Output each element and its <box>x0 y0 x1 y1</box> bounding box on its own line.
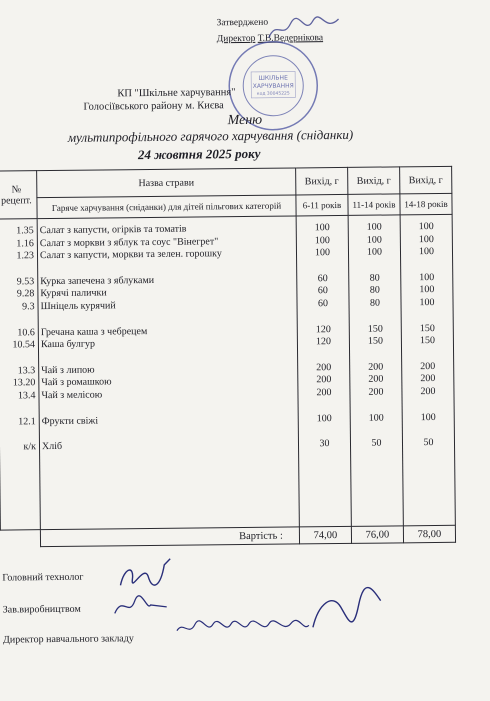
header-output-2: Вихід, г <box>348 167 400 195</box>
recipe-number: 10.54 <box>12 339 36 351</box>
organization-name: КП "Шкільне харчування" <box>117 87 236 100</box>
dish-name: Гречана каша з чебрецем <box>40 325 148 338</box>
age-group-1: 6-11 років <box>296 194 348 216</box>
dish-name: Каша булгур <box>40 338 95 351</box>
total-age-2: 76,00 <box>351 526 403 544</box>
recipe-number: 13.20 <box>12 377 36 389</box>
dish-name: Фрукти свіжі <box>41 415 99 427</box>
portion-grams: 200 <box>368 373 384 386</box>
svg-text:ШКІЛЬНЕ: ШКІЛЬНЕ <box>258 74 288 82</box>
portion-grams: 60 <box>317 272 328 285</box>
recipe-number: 10.6 <box>17 326 35 338</box>
portion-grams: 50 <box>371 437 382 449</box>
age-group-3: 14-18 років <box>400 193 452 215</box>
director-name: Т.В.Ведернікова <box>257 33 324 44</box>
dish-name: Чай з мелісою <box>41 389 103 402</box>
portion-grams: 30 <box>319 438 330 450</box>
portion-grams: 100 <box>418 246 435 258</box>
portion-grams: 150 <box>367 323 383 335</box>
portion-grams: 200 <box>316 387 332 399</box>
header-output-1: Вихід, г <box>296 167 348 195</box>
output-column-2 <box>348 215 403 527</box>
school-director-signature <box>172 582 393 640</box>
header-dish-name: Назва страви <box>37 168 296 198</box>
signature-production-manager: Зав.виробництвом <box>2 603 81 616</box>
total-age-3: 78,00 <box>403 525 455 543</box>
header-output-3: Вихід, г <box>400 166 452 194</box>
portion-grams: 100 <box>314 247 331 259</box>
dish-name: Курячі палички <box>40 287 107 300</box>
header-recipe-number: № рецепт. <box>0 171 37 219</box>
menu-date: 24 жовтня 2025 року <box>137 145 261 163</box>
dish-name: Салат з капусти, огірків та томатів <box>39 223 187 237</box>
portion-grams: 100 <box>314 234 330 246</box>
svg-text:код 30045225: код 30045225 <box>256 91 290 97</box>
portion-grams: 100 <box>419 296 435 309</box>
dish-name: Курка запечена з яблуками <box>40 274 155 287</box>
recipe-number: 9.3 <box>21 301 35 313</box>
dish-name: Хліб <box>41 441 63 453</box>
recipe-number: к/к <box>23 441 37 453</box>
portion-grams: 200 <box>420 360 436 372</box>
portion-grams: 100 <box>419 271 435 283</box>
dish-name: Чай з ромашкою <box>41 376 112 389</box>
menu-subtitle: мультипрофільного гарячого харчування (сніданки) <box>67 126 354 145</box>
portion-grams: 150 <box>419 322 435 334</box>
recipe-number: 1.16 <box>16 237 34 249</box>
portion-grams: 80 <box>369 272 380 284</box>
portion-grams: 200 <box>316 374 332 386</box>
svg-text:ХАРЧУВАННЯ: ХАРЧУВАННЯ <box>252 82 294 90</box>
portion-grams: 100 <box>366 234 382 246</box>
recipe-number: 1.35 <box>16 225 34 237</box>
menu-title: Меню <box>227 112 263 129</box>
menu-table <box>0 166 456 548</box>
director-label: Директор <box>216 33 256 45</box>
table-total-row <box>0 525 455 547</box>
portion-grams: 100 <box>366 246 383 258</box>
recipe-number: 9.53 <box>16 275 35 288</box>
portion-grams: 60 <box>317 285 328 297</box>
dish-name-column <box>37 216 299 530</box>
portion-grams: 50 <box>423 437 434 449</box>
portion-grams: 200 <box>316 361 332 374</box>
dish-name: Салат з капусти, моркви та зелен. горошку <box>39 248 222 262</box>
portion-grams: 100 <box>418 233 434 245</box>
signature-technologist: Головний технолог <box>2 571 84 584</box>
production-manager-signature <box>111 591 171 620</box>
dish-name: Салат з моркви з яблук та соус "Вінегрет" <box>39 235 219 249</box>
portion-grams: 120 <box>315 336 331 348</box>
recipe-number: 1.23 <box>16 250 35 262</box>
portion-grams: 100 <box>419 284 435 296</box>
portion-grams: 120 <box>315 323 331 335</box>
portion-grams: 80 <box>369 297 381 309</box>
output-column-3 <box>400 214 455 526</box>
portion-grams: 100 <box>418 221 434 233</box>
portion-grams: 100 <box>420 411 436 423</box>
portion-grams: 200 <box>368 361 384 373</box>
age-group-2: 11-14 років <box>348 194 400 216</box>
organization-district: Голосіївського району м. Києва <box>83 100 224 113</box>
recipe-number-column <box>0 219 40 530</box>
dish-name: Шніцель курячий <box>40 300 116 313</box>
signature-school-director: Директор навчального закладу <box>2 633 134 646</box>
portion-grams: 80 <box>369 284 380 297</box>
total-label: Вартість : <box>40 527 299 547</box>
recipe-number: 12.1 <box>18 415 36 427</box>
total-age-1: 74,00 <box>299 526 351 544</box>
portion-grams: 100 <box>316 412 332 424</box>
portion-grams: 150 <box>367 335 383 347</box>
dish-name: Чай з липою <box>41 364 95 376</box>
approval-label: Затверджено <box>216 17 269 29</box>
portion-grams: 100 <box>366 221 382 233</box>
category-label: Гаряче харчування (сніданки) для дітей пільгових категорій <box>37 195 296 219</box>
portion-grams: 150 <box>419 335 435 347</box>
output-column-1 <box>296 215 351 527</box>
portion-grams: 100 <box>314 222 330 234</box>
recipe-number: 9.28 <box>16 288 35 300</box>
recipe-number: 13.4 <box>17 390 36 402</box>
portion-grams: 60 <box>317 298 329 310</box>
portion-grams: 200 <box>420 373 436 385</box>
portion-grams: 100 <box>368 412 384 424</box>
portion-grams: 200 <box>368 386 384 398</box>
recipe-number: 13.3 <box>17 364 36 377</box>
table-body-row <box>0 214 455 530</box>
director-signature <box>264 13 344 44</box>
portion-grams: 200 <box>420 385 436 398</box>
